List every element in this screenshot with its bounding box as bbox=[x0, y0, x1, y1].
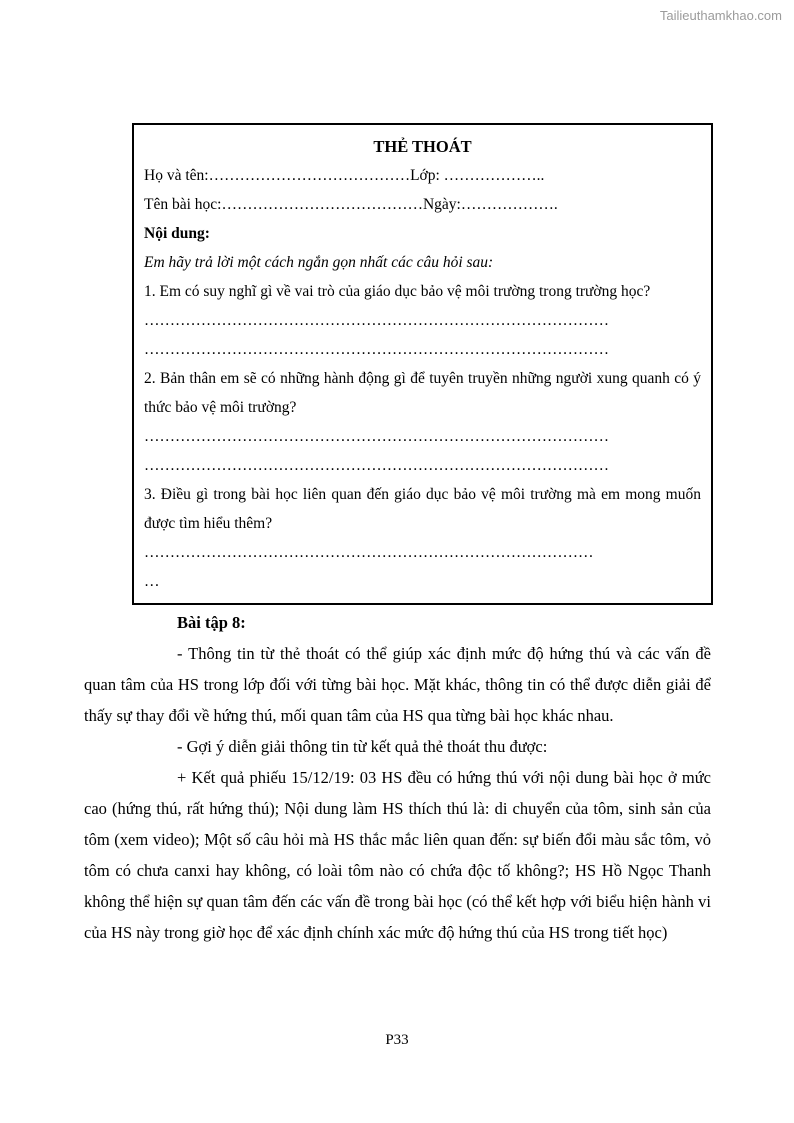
answer-line-2b: ……………………………………………………………………………… bbox=[144, 457, 609, 474]
paragraph-2: - Gợi ý diễn giải thông tin từ kết quả thẻ thoát thu được: bbox=[177, 737, 548, 756]
question-1: 1. Em có suy nghĩ gì về vai trò của giáo dục bảo vệ môi trường trong trường học? bbox=[144, 283, 651, 300]
paragraph-1: - Thông tin từ thẻ thoát có thể giúp xác định mức độ hứng thú và các vấn đề quan tâm của HS trong lớp đối với từng bài học. Mặt khác, thông tin có thể được diễn giải để thấy sự thay đổi về hứng thú, mối quan tâm của HS qua từng bài học khác nhau. bbox=[84, 644, 711, 725]
answer-line-1a: ……………………………………………………………………………… bbox=[144, 312, 609, 329]
answer-line-1b: ……………………………………………………………………………… bbox=[144, 341, 609, 358]
watermark: Tailieuthamkhao.com bbox=[659, 8, 782, 23]
question-3: 3. Điều gì trong bài học liên quan đến giáo dục bảo vệ môi trường mà em mong muốn được tìm hiểu thêm? bbox=[144, 486, 701, 532]
answer-line-3b: … bbox=[144, 573, 160, 590]
paragraph-3: + Kết quả phiếu 15/12/19: 03 HS đều có hứng thú với nội dung bài học ở mức cao (hứng thú, rất hứng thú); Nội dung làm HS thích thú là: di chuyển của tôm, sinh sản của tôm (xem video); Một số câu hỏi mà HS thắc mắc liên quan đến: sự biến đổi màu sắc tôm, vỏ tôm có chưa canxi hay không, có loài tôm nào có chứa độc tố không?; HS Hồ Ngọc Thanh không thể hiện sự quan tâm đến các vấn đề trong bài học (có thể kết hợp với biểu hiện hành vi của HS này trong giờ học để xác định chính xác mức độ hứng thú của HS trong tiết học) bbox=[84, 768, 711, 942]
question-2: 2. Bản thân em sẽ có những hành động gì để tuyên truyền những người xung quanh có ý thức bảo vệ môi trường? bbox=[144, 370, 701, 416]
body-content bbox=[84, 607, 711, 948]
exit-ticket-title: THẺ THOÁT bbox=[373, 137, 472, 156]
instruction-line: Em hãy trả lời một cách ngắn gọn nhất các câu hỏi sau: bbox=[144, 254, 494, 271]
page-number: P33 bbox=[385, 1032, 409, 1048]
answer-line-3a: …………………………………………………………………………… bbox=[144, 544, 594, 561]
name-class-line: Họ và tên:…………………………………Lớp: ……………….. bbox=[144, 167, 545, 184]
lesson-date-line: Tên bài học:…………………………………Ngày:………………. bbox=[144, 196, 558, 213]
answer-line-2a: ……………………………………………………………………………… bbox=[144, 428, 609, 445]
exercise-heading: Bài tập 8: bbox=[177, 613, 246, 632]
exit-ticket-box bbox=[132, 123, 713, 605]
content-label: Nội dung: bbox=[144, 225, 210, 242]
